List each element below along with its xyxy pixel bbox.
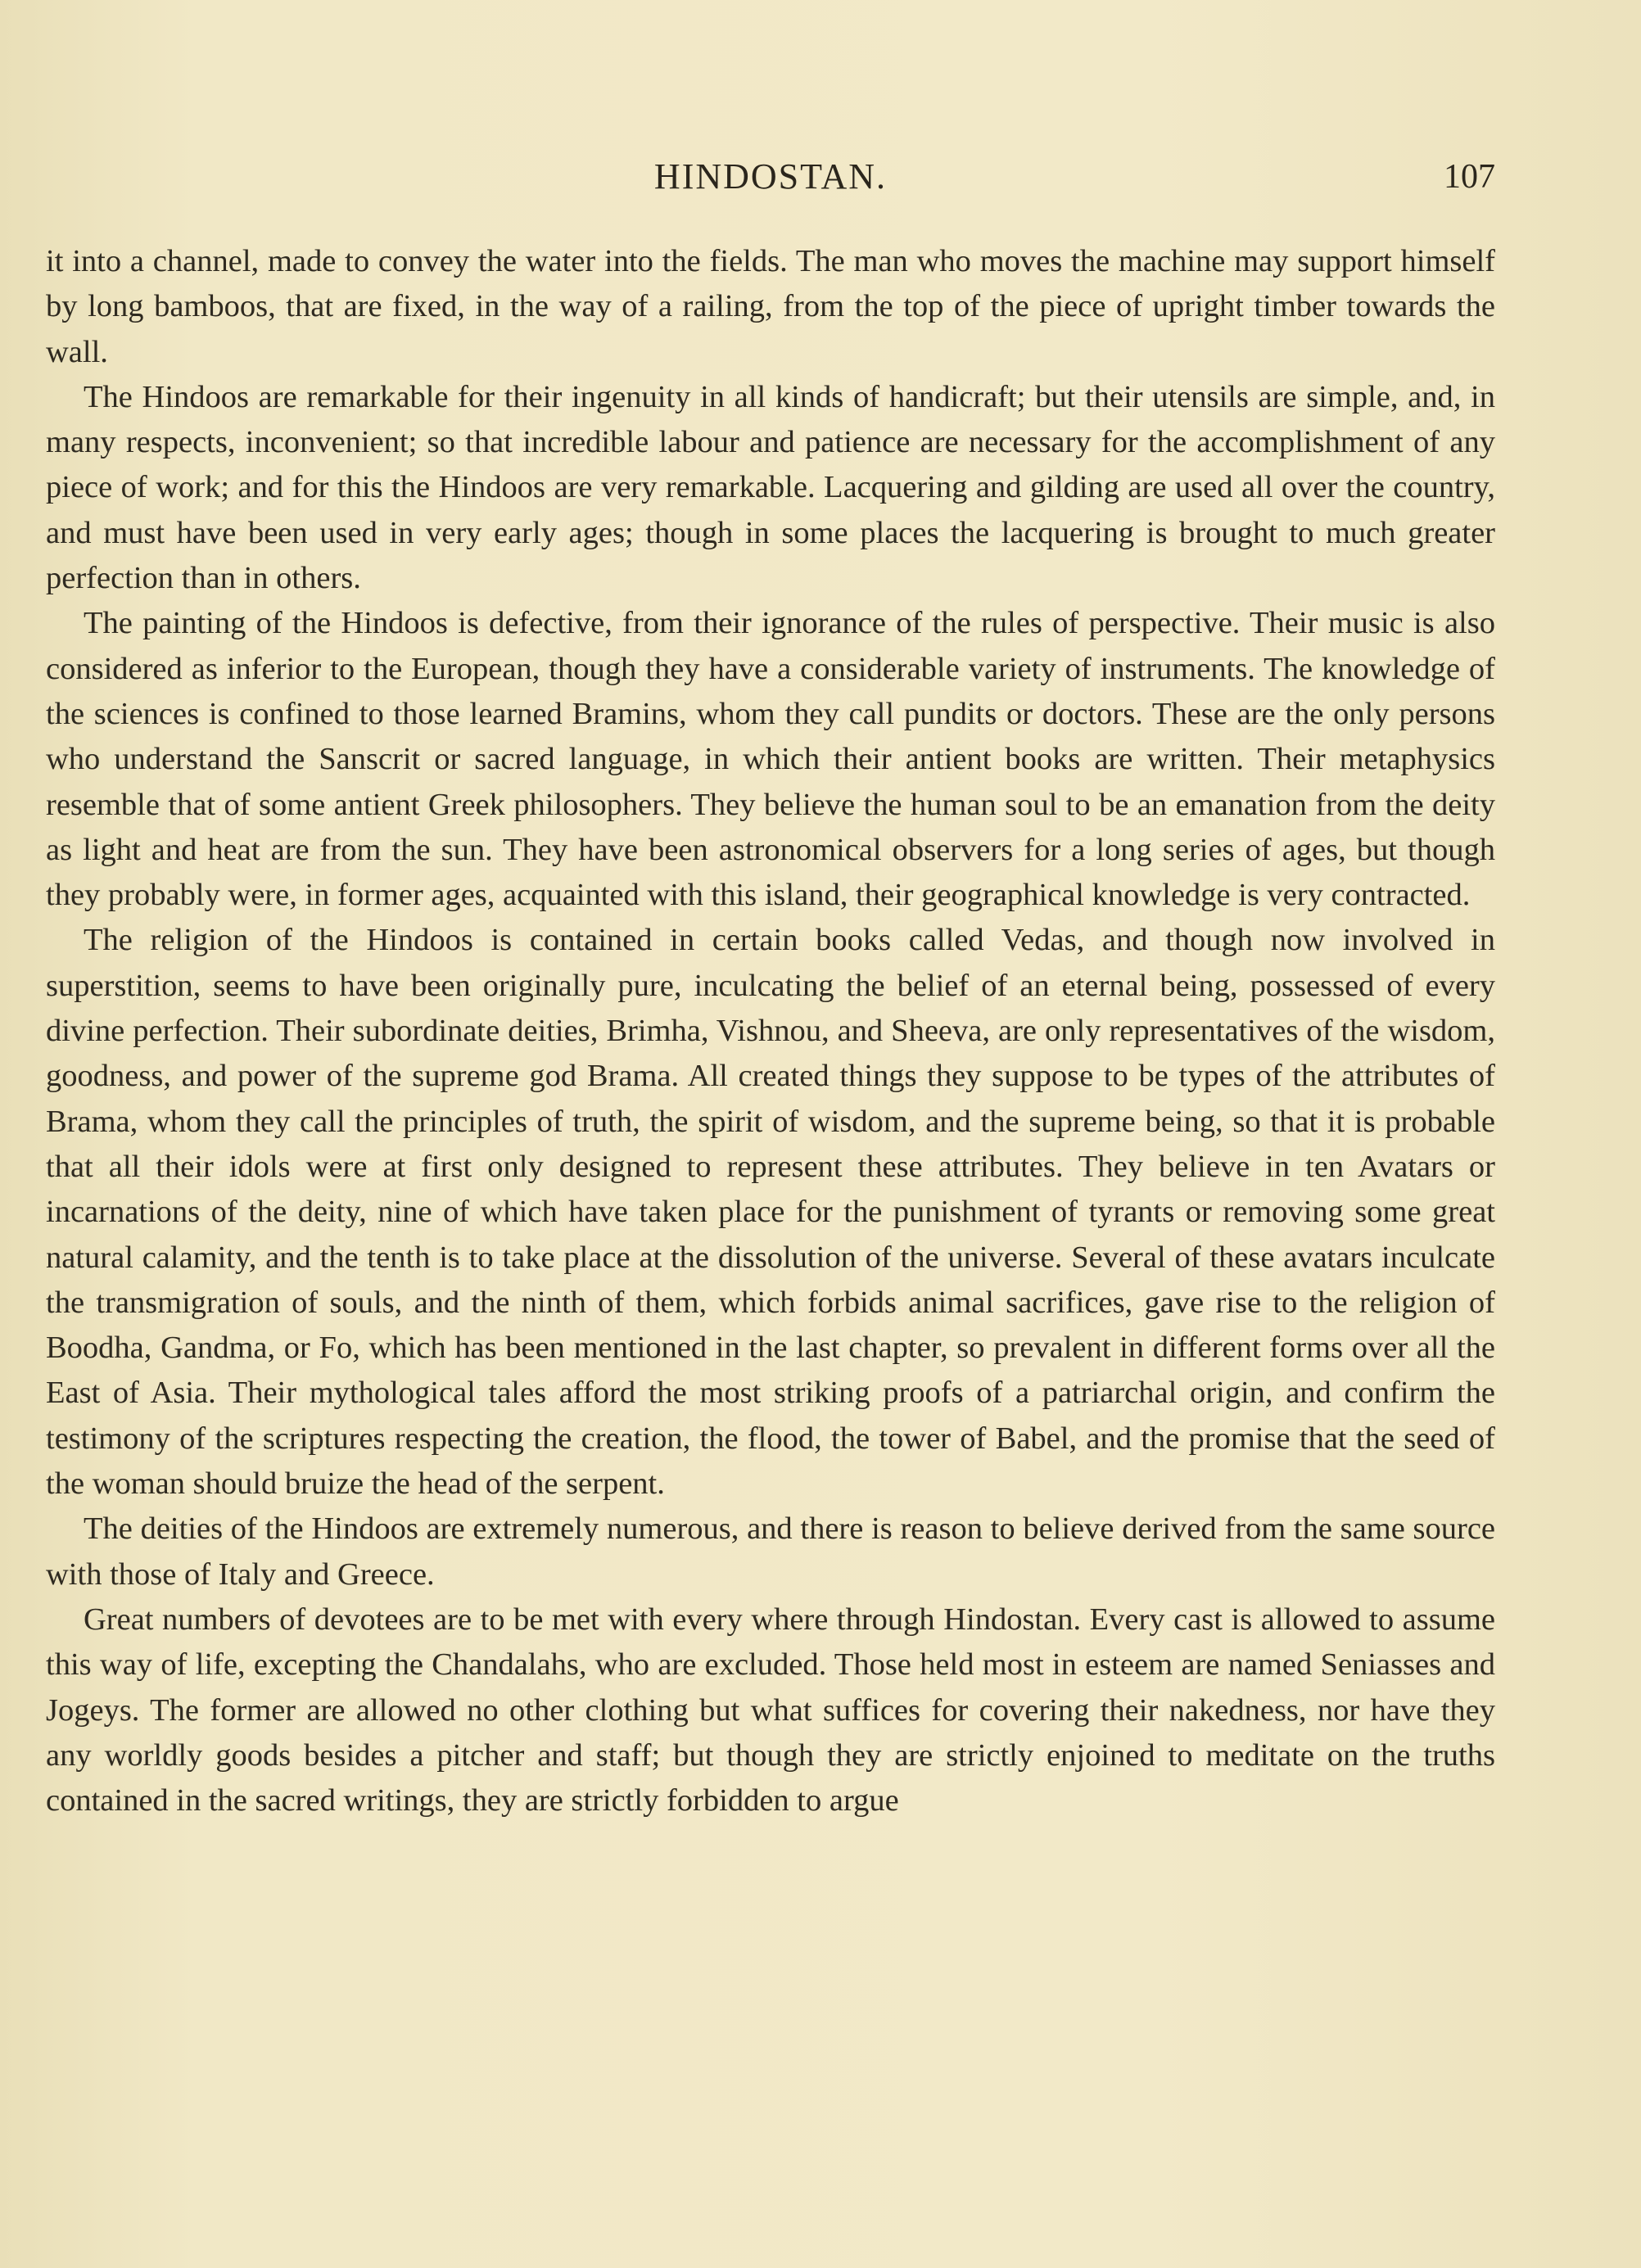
paragraph-devotees: Great numbers of devotees are to be met with every where through Hindostan. Every cast is allowed to assume this way of life, excepting the Chandalahs, who are excluded. Those held most in esteem are named Seniasses and Jogeys. The former are allowed no other clothing but what suffices for covering their nakedness, nor have they any worldly goods besides a pitcher and staff; but though they are strictly enjoined to meditate on the truths contained in the sacred writings, they are strictly forbidden to argue (46, 1602, 1495, 1818)
running-head (46, 156, 1495, 205)
paragraph-continuation: it into a channel, made to convey the water into the fields. The man who moves the machine may support himself by long bamboos, that are fixed, in the way of a railing, from the top of the piece of upright timber towards the wall. (46, 244, 1495, 369)
page-number: 107 (1444, 158, 1495, 196)
paragraph-religion: The religion of the Hindoos is contained in certain books called Vedas, and though now involved in superstition, seems to have been originally pure, inculcating the belief of an eternal being, possessed of every divine perfection. Their subordinate deities, Brimha, Vishnou, and Sheeva, are only representatives of the wisdom, goodness, and power of the supreme god Brama. All created things they suppose to be types of the attributes of Brama, whom they call the principles of truth, the spirit of wisdom, and the supreme being, so that it is probable that all their idols were at first only designed to represent these attributes. They believe in ten Avatars or incarnations of the deity, nine of which have taken place for the punishment of tyrants or removing some great natural calamity, and the tenth is to take place at the dissolution of the universe. Several of these avatars inculcate the transmigration of souls, and the ninth of them, which forbids animal sacrifices, gave rise to the religion of Boodha, Gandma, or Fo, which has been mentioned in the last chapter, so prevalent in different forms over all the East of Asia. Their mythological tales afford the most striking proofs of a patriarchal origin, and confirm the testimony of the scriptures respecting the creation, the flood, the tower of Babel, and the promise that the seed of the woman should bruize the head of the serpent. (46, 923, 1495, 1502)
page-title: HINDOSTAN. (653, 156, 888, 197)
paragraph-painting-sciences: The painting of the Hindoos is defective, from their ignorance of the rules of perspective. Their music is also considered as inferior to the European, though they have a considerable variety of instruments. The knowledge of the sciences is confined to those learned Bramins, whom they call pundits or doctors. These are the only persons who understand the Sanscrit or sacred language, in which their antient books are written. Their metaphysics resemble that of some antient Greek philosophers. They believe the human soul to be an emanation from the deity as light and heat are from the sun. They have been astronomical observers for a long series of ages, but though they probably were, in former ages, acquainted with this island, their geographical knowledge is very contracted. (46, 606, 1495, 913)
body-text (46, 239, 1495, 1823)
paragraph-handicraft: The Hindoos are remarkable for their ingenuity in all kinds of handicraft; but their utensils are simple, and, in many respects, inconvenient; so that incredible labour and patience are necessary for the accomplishment of any piece of work; and for this the Hindoos are very remarkable. Lacquering and gilding are used all over the country, and must have been used in very early ages; though in some places the lacquering is brought to much greater perfection than in others. (46, 379, 1495, 596)
paragraph-deities: The deities of the Hindoos are extremely numerous, and there is reason to believe derived from the same source with those of Italy and Greece. (46, 1511, 1495, 1592)
